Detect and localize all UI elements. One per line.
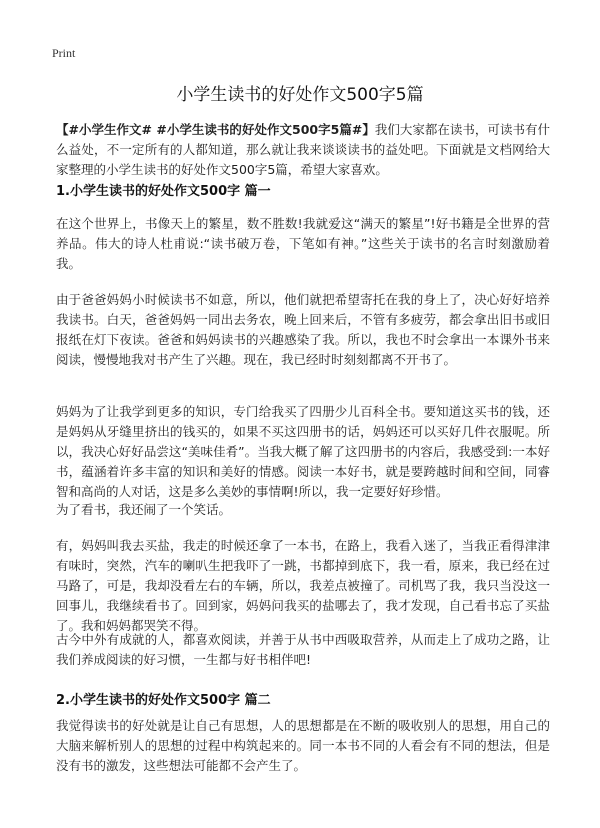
- intro-tag: 【#小学生作文# #小学生读书的好处作文500字5篇#】: [56, 122, 375, 137]
- section-1-paragraph-6: 古今中外有成就的人，都喜欢阅读，并善于从书中西吸取营养，从而走上了成功之路，让我们养成阅读的好习惯，一生都与好书相伴吧!: [56, 632, 550, 667]
- section-heading-1: 1.小学生读书的好处作文500字 篇一: [56, 184, 271, 199]
- print-label: Print: [52, 46, 76, 60]
- section-1-paragraph-2: 由于爸爸妈妈小时候读书不如意，所以，他们就把希望寄托在我的身上了，决心好好培养我读书。白天，爸爸妈妈一同出去务农，晚上回来后，不管有多疲劳，都会拿出旧书或旧报纸在灯下夜读。爸爸和妈妈读书的兴趣感染了我。所以，我也不时会拿出一本课外书来阅读，慢慢地我对书产生了兴趣。现在，我已经时时刻刻都离不开书了。: [56, 292, 550, 367]
- section-1-paragraph-4: 为了看书，我还闹了一个笑话。: [56, 502, 232, 517]
- section-1-paragraph-1: 在这个世界上，书像天上的繁星，数不胜数!我就爱这“满天的繁星”!好书籍是全世界的营养品。伟大的诗人杜甫说:“读书破万卷，下笔如有神。”这些关于读书的名言时刻激励着我。: [56, 216, 550, 271]
- section-1-paragraph-5: 有，妈妈叫我去买盐，我走的时候还拿了一本书，在路上，我看入迷了，当我正看得津津有味时，突然，汽车的喇叭生把我吓了一跳，书都掉到底下，我一看，原来，我已经在过马路了，可是，我却没看左右的车辆，所以，我差点被撞了。司机骂了我，我只当没这一回事儿，我继续看书了。回到家，妈妈问我买的盐哪去了，我才发现，自己看书忘了买盐了。我和妈妈都哭笑不得。: [56, 538, 550, 633]
- section-2-paragraph-1: 我觉得读书的好处就是让自己有思想，人的思想都是在不断的吸收别人的思想，用自己的大脑来解析别人的思想的过程中构筑起来的。同一本书不同的人看会有不同的想法，但是没有书的激发，这些想法可能都不会产生了。: [56, 718, 550, 773]
- section-1-paragraph-3: 妈妈为了让我学到更多的知识，专门给我买了四册少儿百科全书。要知道这买书的钱，还是妈妈从牙缝里挤出的钱买的，如果不买这四册书的话，妈妈还可以买好几件衣服呢。所以，我决心好好品尝这“美味佳肴”。当我大概了解了这四册书的内容后，我感受到:一本好书，蕴涵着许多丰富的知识和美好的情感。阅读一本好书，就是要跨越时间和空间，同睿智和高尚的人对话，这是多么美妙的事情啊!所以，我一定要好好珍惜。: [56, 404, 550, 499]
- section-heading-2: 2.小学生读书的好处作文500字 篇二: [56, 693, 271, 708]
- intro-paragraph: [56, 120, 550, 180]
- document-title: 小学生读书的好处作文500字5篇: [176, 85, 424, 105]
- intro-text: 我们大家都在读书，可读书有什么益处，不一定所有的人都知道，那么就让我来谈谈读书的益处吧。下面就是文档网给大家整理的小学生读书的好处作文500字5篇，希望大家喜欢。: [56, 122, 550, 177]
